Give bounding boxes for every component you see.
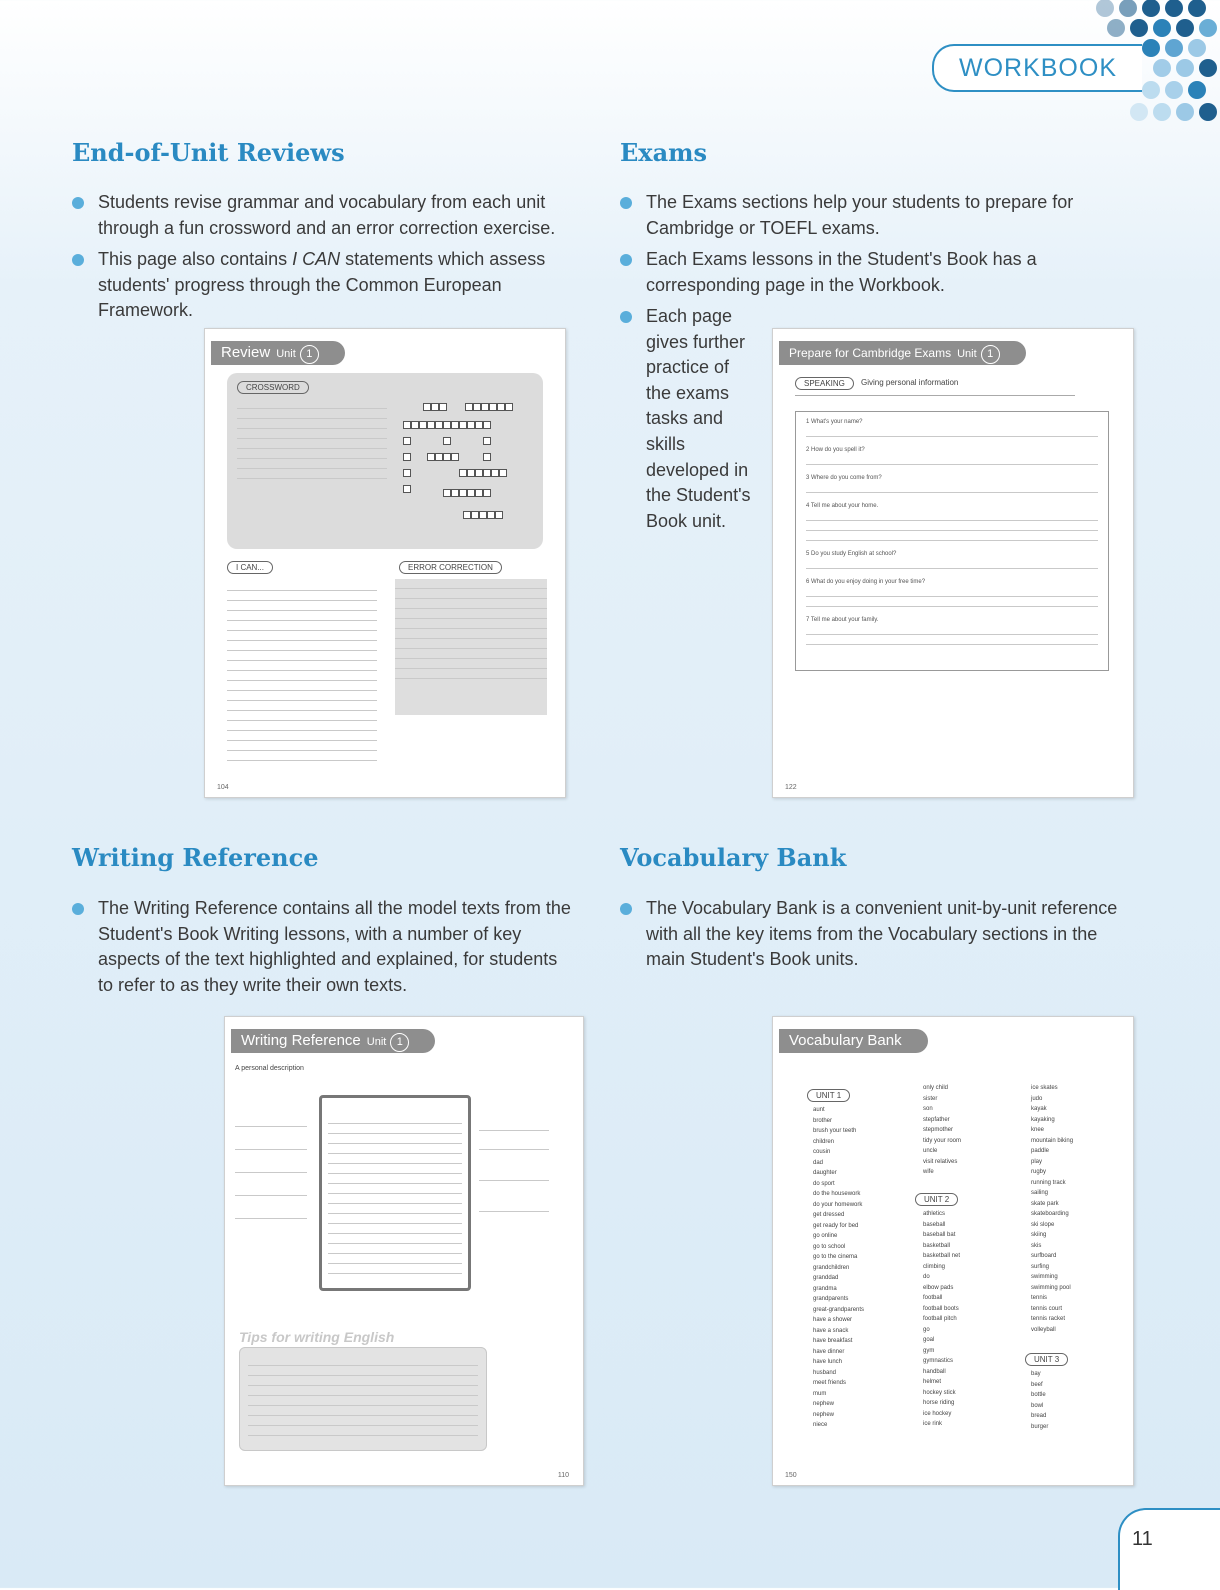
thumb-page-number: 110 bbox=[557, 1472, 569, 1479]
vocab-word: surfboard bbox=[1031, 1253, 1057, 1259]
tab-number: 1 bbox=[981, 345, 1000, 364]
vocab-word: children bbox=[813, 1138, 835, 1145]
vocab-column-3a bbox=[1031, 1083, 1073, 1335]
ican-lines bbox=[227, 581, 377, 770]
vocab-word: son bbox=[923, 1106, 933, 1112]
vocab-word: dad bbox=[813, 1159, 824, 1166]
tips-box bbox=[239, 1347, 487, 1451]
tips-title: Tips for writing English bbox=[239, 1329, 395, 1345]
vocab-word: judo bbox=[1031, 1095, 1043, 1102]
vocab-word: tennis racket bbox=[1031, 1316, 1066, 1322]
bullet bbox=[72, 247, 572, 324]
vocab-column-2a bbox=[923, 1083, 961, 1178]
vocab-word: stepmother bbox=[923, 1127, 954, 1133]
vocab-word: football boots bbox=[923, 1305, 959, 1312]
bullet: The Exams sections help your students to prepare for Cambridge or TOEFL exams. bbox=[620, 190, 1090, 241]
vocab-word: baseball bbox=[923, 1221, 946, 1228]
vocab-word: have lunch bbox=[813, 1359, 843, 1365]
vocab-word: kayaking bbox=[1031, 1116, 1055, 1123]
vocab-word: ice rink bbox=[923, 1421, 943, 1427]
vocab-word: do the housework bbox=[813, 1191, 861, 1197]
thumb-page-number: 122 bbox=[785, 784, 797, 791]
tab-title: Prepare for Cambridge Exams bbox=[789, 346, 952, 360]
instruction-line bbox=[795, 395, 1075, 396]
question: 5 Do you study English at school? bbox=[806, 551, 897, 557]
bullet: Each Exams lessons in the Student's Book has a corresponding page in the Workbook. bbox=[620, 247, 1090, 298]
crossword-label: CROSSWORD bbox=[237, 381, 309, 394]
crossword-grid bbox=[403, 403, 533, 533]
vocab-word: skiing bbox=[1031, 1232, 1047, 1238]
exams-bullets bbox=[620, 190, 1090, 304]
page-number: 11 bbox=[1132, 1528, 1153, 1550]
thumb-page-number: 104 bbox=[217, 784, 229, 791]
question: 4 Tell me about your home. bbox=[806, 503, 879, 509]
vocab-word: uncle bbox=[923, 1148, 938, 1154]
vocab-word: great-grandparents bbox=[813, 1306, 865, 1313]
tab-title: Writing Reference bbox=[241, 1032, 361, 1049]
tab-unit: Unit bbox=[366, 1036, 387, 1048]
vocab-word: wife bbox=[923, 1169, 934, 1175]
vocab-word: do your homework bbox=[813, 1201, 863, 1208]
vocab-word: swimming bbox=[1031, 1274, 1058, 1280]
vocab-word: beef bbox=[1031, 1381, 1043, 1388]
vocab-word: go bbox=[923, 1326, 930, 1333]
question: 1 What's your name? bbox=[806, 419, 863, 425]
review-page-thumbnail bbox=[204, 328, 566, 798]
vocab-word: burger bbox=[1031, 1423, 1049, 1430]
error-correction-label: ERROR CORRECTION bbox=[399, 561, 502, 574]
vocab-word: skateboarding bbox=[1031, 1211, 1069, 1217]
tab-number: 1 bbox=[390, 1033, 409, 1052]
vocab-word: handball bbox=[923, 1368, 946, 1375]
vocab-word: have a shower bbox=[813, 1317, 853, 1323]
section-title-reviews: End-of-Unit Reviews bbox=[72, 138, 345, 167]
vocab-word: helmet bbox=[923, 1379, 942, 1385]
tab-number: 1 bbox=[300, 345, 319, 364]
question: 3 Where do you come from? bbox=[806, 475, 882, 481]
vocab-word: mountain biking bbox=[1031, 1137, 1074, 1144]
crossword-panel bbox=[227, 373, 543, 549]
bullet: The Vocabulary Bank is a convenient unit-by-unit reference with all the key items from the Vocabulary sections in the main Student's Book units. bbox=[620, 896, 1130, 973]
vocab-word: skate park bbox=[1031, 1200, 1059, 1207]
vocab-word: granddad bbox=[813, 1275, 839, 1281]
vocab-word: go online bbox=[813, 1233, 838, 1239]
vocab-word: have breakfast bbox=[813, 1338, 853, 1344]
vocab-word: swimming pool bbox=[1031, 1284, 1071, 1291]
page-number-tab bbox=[1118, 1508, 1220, 1590]
vocab-word: kayak bbox=[1031, 1106, 1047, 1112]
vocab-word: brother bbox=[813, 1117, 833, 1124]
vocab-word: niece bbox=[813, 1422, 828, 1428]
vocab-word: get ready for bed bbox=[813, 1222, 859, 1229]
unit-label: UNIT 2 bbox=[915, 1193, 958, 1206]
vocab-word: football pitch bbox=[923, 1316, 957, 1322]
vocab-word: goal bbox=[923, 1337, 935, 1343]
vocab-word: football bbox=[923, 1295, 943, 1301]
unit-label: UNIT 3 bbox=[1025, 1353, 1068, 1366]
tab-title: Review bbox=[221, 344, 271, 361]
clue-lines bbox=[237, 399, 387, 488]
question: 2 How do you spell it? bbox=[806, 447, 865, 453]
vocab-word: gymnastics bbox=[923, 1358, 954, 1364]
vocab-word: cousin bbox=[813, 1149, 831, 1155]
vocab-word: ice hockey bbox=[923, 1410, 952, 1417]
vocab-word: bread bbox=[1031, 1413, 1047, 1419]
vocab-word: nephew bbox=[813, 1401, 835, 1407]
writing-page-thumbnail bbox=[224, 1016, 584, 1486]
section-title-exams: Exams bbox=[620, 138, 708, 167]
vocab-word: get dressed bbox=[813, 1212, 845, 1218]
text: statements which assess students' progress through the Common European Framework. bbox=[98, 249, 546, 321]
tab-unit: Unit bbox=[957, 348, 977, 360]
vocab-word: mum bbox=[813, 1390, 827, 1397]
exam-page-thumbnail bbox=[772, 328, 1134, 798]
vocab-word: go to school bbox=[813, 1243, 846, 1250]
thumb-tab bbox=[779, 1029, 928, 1053]
vocab-word: tidy your room bbox=[923, 1137, 962, 1144]
vocab-word: bottle bbox=[1031, 1392, 1046, 1398]
vocab-word: sister bbox=[923, 1095, 938, 1102]
bullet: The Writing Reference contains all the model texts from the Student's Book Writing lessons, with a number of key aspects of the text highlighted and explained, for students to refer to as they write their own texts. bbox=[72, 896, 572, 998]
exams-bullets-narrow bbox=[620, 304, 755, 540]
vocab-word: paddle bbox=[1031, 1148, 1050, 1154]
vocab-word: basketball bbox=[923, 1242, 951, 1249]
vocab-word: baseball bat bbox=[923, 1232, 956, 1238]
vocab-column-2b bbox=[923, 1209, 960, 1430]
vocab-word: climbing bbox=[923, 1263, 946, 1270]
thumb-page-number: 150 bbox=[785, 1472, 797, 1479]
vocab-word: nephew bbox=[813, 1411, 835, 1418]
vocab-word: ice skates bbox=[1031, 1085, 1058, 1091]
vocab-word: only child bbox=[923, 1085, 949, 1091]
vocab-word: gym bbox=[923, 1347, 935, 1354]
vocab-word: tennis court bbox=[1031, 1305, 1063, 1312]
workbook-badge: WORKBOOK bbox=[932, 44, 1142, 92]
section-title-vocab: Vocabulary Bank bbox=[620, 843, 847, 872]
vocab-word: husband bbox=[813, 1369, 837, 1376]
vocab-word: grandma bbox=[813, 1285, 837, 1292]
bullet: Students revise grammar and vocabulary from each unit through a fun crossword and an error correction exercise. bbox=[72, 190, 572, 241]
error-lines bbox=[395, 579, 547, 715]
vocab-word: stepfather bbox=[923, 1116, 950, 1123]
vocab-word: grandparents bbox=[813, 1296, 849, 1302]
vocab-word: horse riding bbox=[923, 1400, 955, 1406]
vocab-word: go to the cinema bbox=[813, 1254, 858, 1260]
vocab-word: have dinner bbox=[813, 1348, 845, 1355]
vocab-word: volleyball bbox=[1031, 1326, 1056, 1333]
speaking-label: SPEAKING bbox=[795, 377, 854, 390]
vocab-word: skis bbox=[1031, 1242, 1042, 1249]
vocab-word: bowl bbox=[1031, 1402, 1044, 1409]
vocab-word: aunt bbox=[813, 1107, 825, 1113]
unit-label: UNIT 1 bbox=[807, 1089, 850, 1102]
thumb-tab bbox=[779, 341, 1026, 365]
vocab-word: tennis bbox=[1031, 1295, 1048, 1301]
bullet: Each page gives further practice of the exams tasks and skills developed in the Student's Book unit. bbox=[620, 304, 755, 534]
model-text-box bbox=[319, 1095, 471, 1291]
reviews-bullets bbox=[72, 190, 572, 330]
vocab-word: athletics bbox=[923, 1211, 946, 1217]
vocab-word: surfing bbox=[1031, 1263, 1050, 1270]
section-title-writing: Writing Reference bbox=[72, 843, 319, 872]
vocab-word: knee bbox=[1031, 1127, 1045, 1133]
vocab-column-3b bbox=[1031, 1369, 1048, 1432]
left-notes bbox=[235, 1117, 307, 1228]
vocab-word: elbow pads bbox=[923, 1284, 954, 1291]
ican-label: I CAN... bbox=[227, 561, 273, 574]
vocab-word: grandchildren bbox=[813, 1264, 850, 1271]
vocab-word: daughter bbox=[813, 1170, 837, 1176]
vocab-word: have a snack bbox=[813, 1327, 849, 1334]
question-box bbox=[795, 411, 1109, 671]
vocab-word: sailing bbox=[1031, 1190, 1049, 1196]
vocab-word: basketball net bbox=[923, 1253, 961, 1259]
vocab-word: running track bbox=[1031, 1179, 1066, 1186]
exam-subtitle: Giving personal information bbox=[861, 378, 959, 387]
vocab-page-thumbnail bbox=[772, 1016, 1134, 1486]
vocab-word: do bbox=[923, 1274, 930, 1280]
emphasis: I CAN bbox=[292, 249, 341, 270]
writing-bullets bbox=[72, 896, 572, 1004]
vocab-word: brush your teeth bbox=[813, 1128, 857, 1134]
vocab-word: do sport bbox=[813, 1180, 835, 1187]
thumb-tab bbox=[211, 341, 345, 365]
tab-title: Vocabulary Bank bbox=[789, 1032, 902, 1049]
vocab-word: rugby bbox=[1031, 1169, 1047, 1175]
vocab-word: visit relatives bbox=[923, 1158, 958, 1165]
tab-unit: Unit bbox=[276, 348, 296, 360]
question: 7 Tell me about your family. bbox=[806, 617, 879, 623]
vocab-word: meet friends bbox=[813, 1380, 847, 1386]
writing-subtitle: A personal description bbox=[235, 1065, 304, 1072]
vocab-column-1 bbox=[813, 1105, 864, 1431]
vocab-word: ski slope bbox=[1031, 1221, 1055, 1228]
vocab-word: play bbox=[1031, 1158, 1043, 1165]
right-notes bbox=[479, 1121, 549, 1221]
question: 6 What do you enjoy doing in your free time? bbox=[806, 579, 926, 585]
vocab-word: bay bbox=[1031, 1371, 1041, 1377]
text: This page also contains bbox=[98, 249, 293, 270]
thumb-tab bbox=[231, 1029, 435, 1053]
vocab-bullets bbox=[620, 896, 1130, 979]
vocab-word: hockey stick bbox=[923, 1389, 956, 1396]
